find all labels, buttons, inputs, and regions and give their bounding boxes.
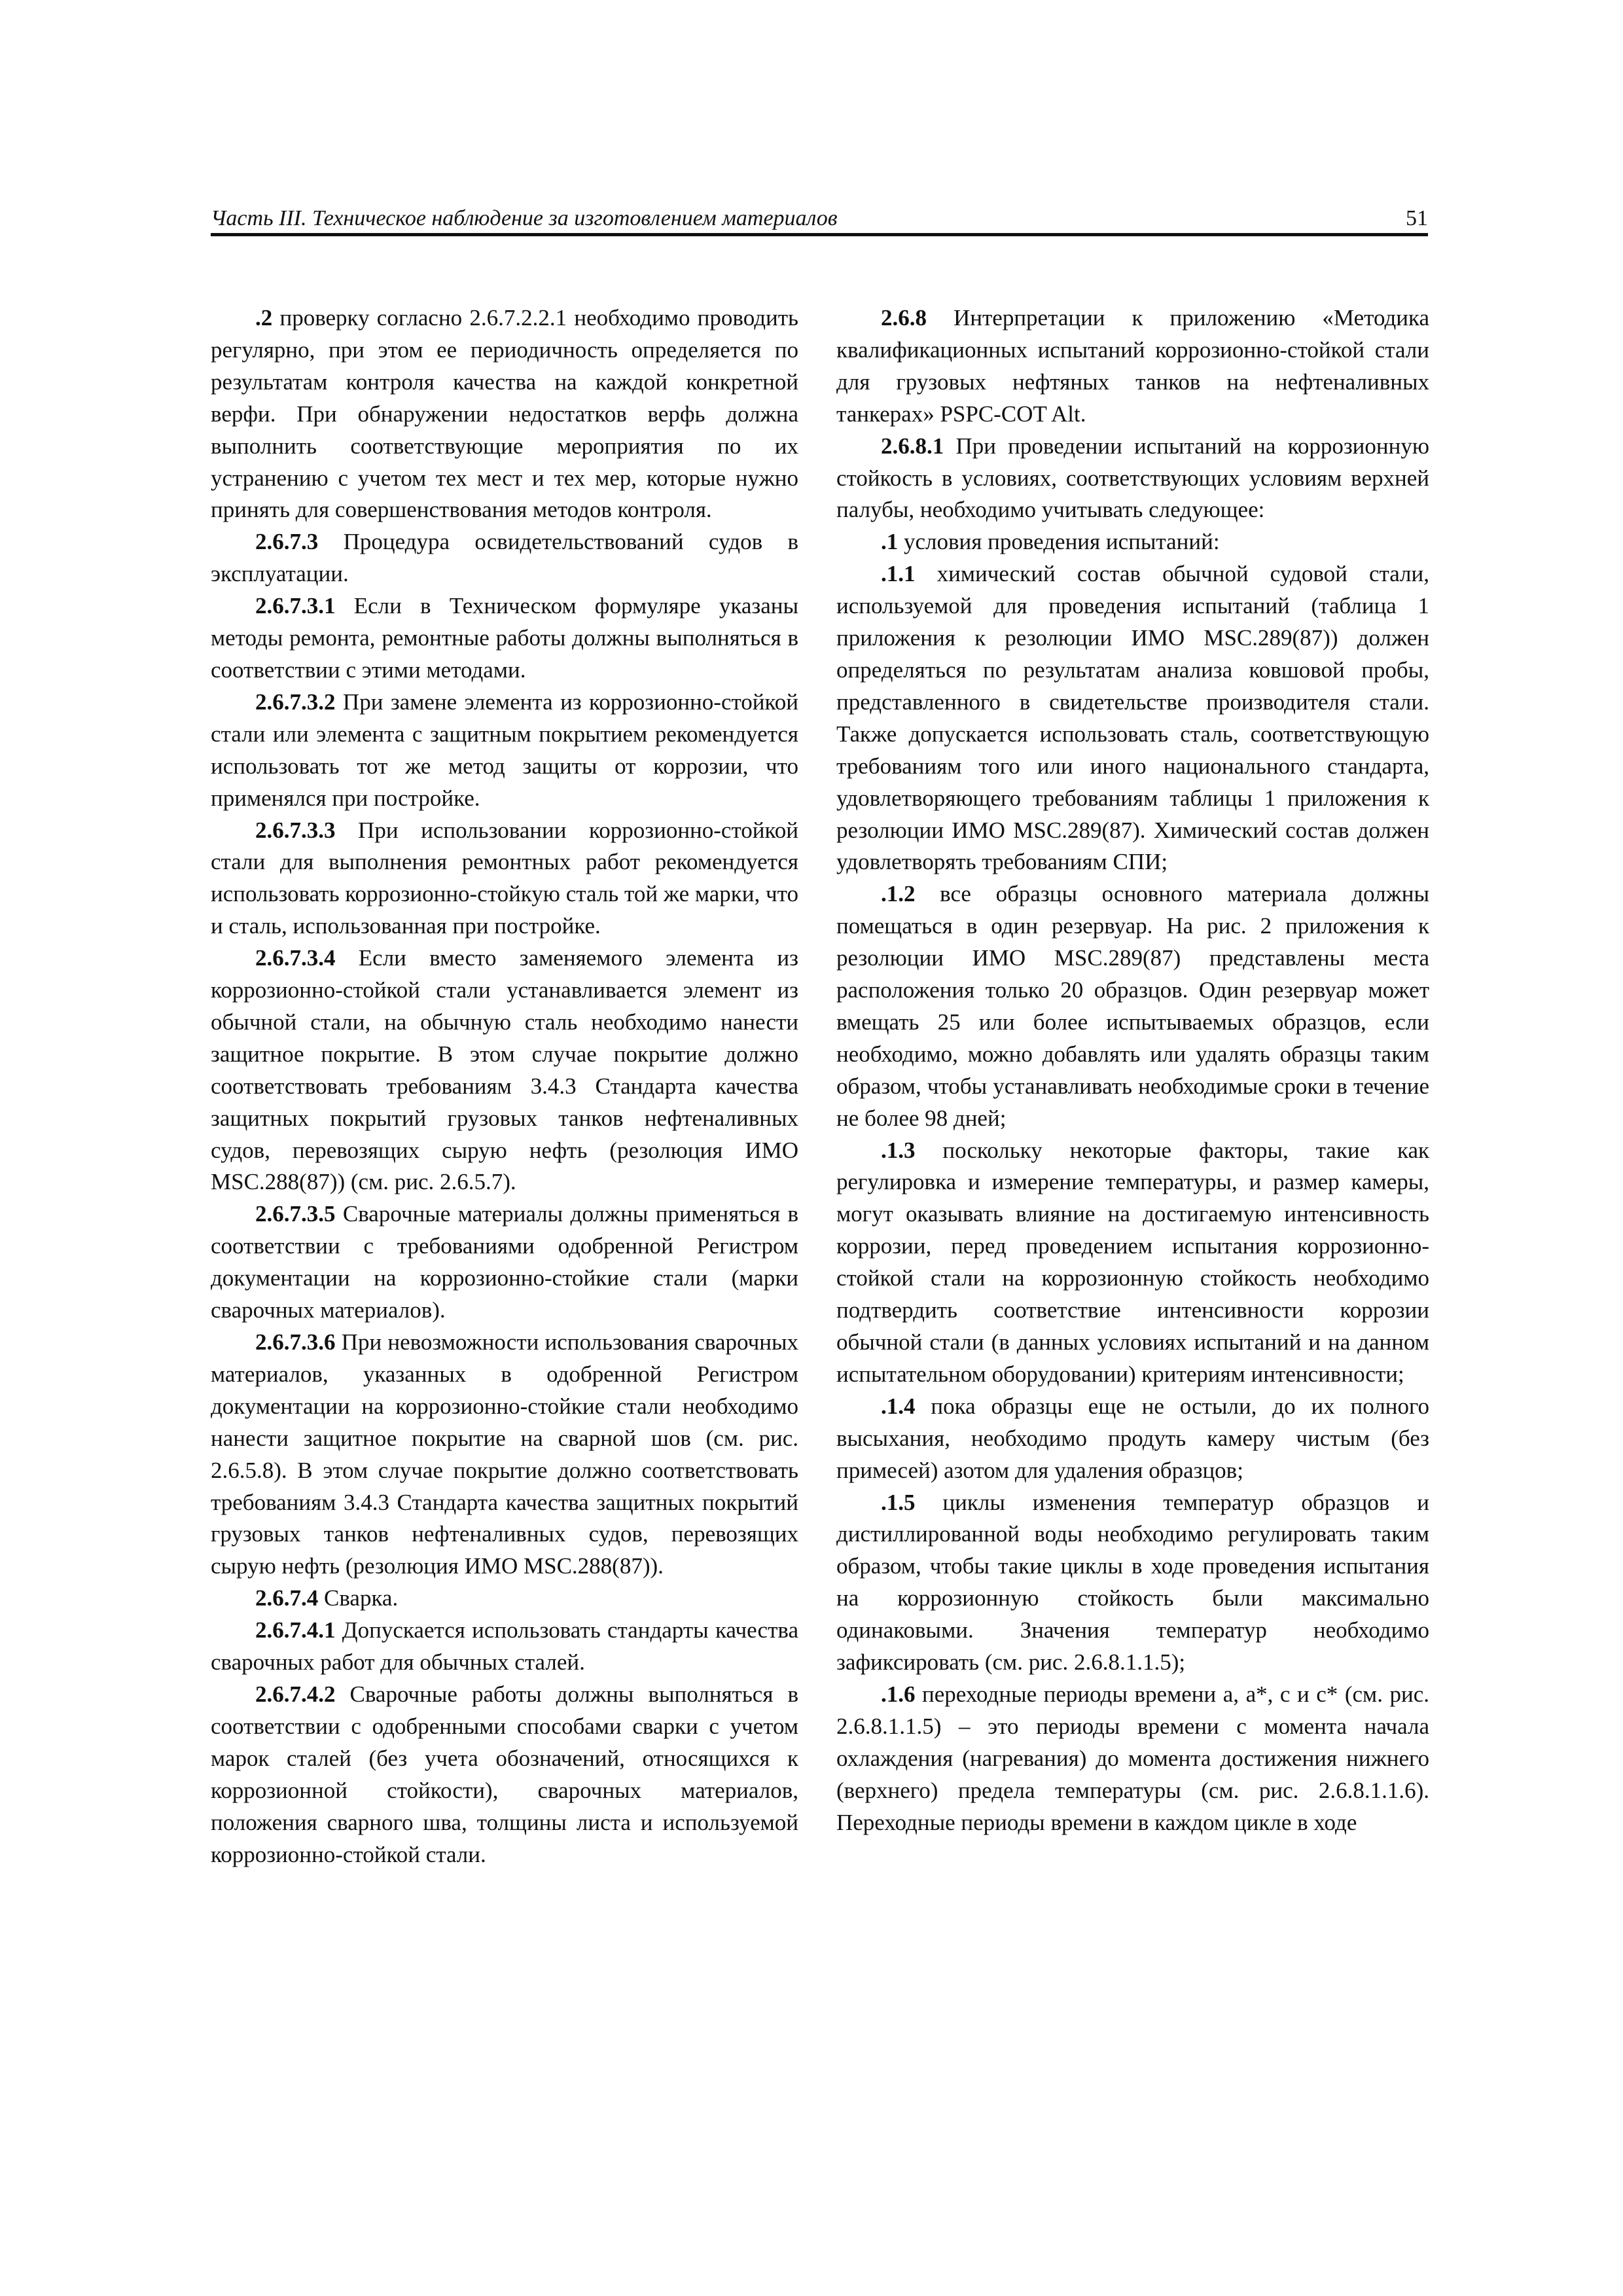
paragraph-text: Если вместо заменяемого элемента из коррозионно-стойкой стали устанавливается элемент из обычной стали, на обычную сталь необходимо нанести защитное покрытие. В этом случае покрытие должно соответствовать требованиям 3.4.3 Стандарта качества защитных покрытий грузовых танков нефтеналивных судов, перевозящих сырую нефть (резолюция ИМО MSC.288(87)) (см. рис. 2.6.5.7).: [211, 945, 798, 1195]
paragraph: [836, 1391, 1429, 1487]
paragraph-text: При использовании коррозионно-стойкой стали для выполнения ремонтных работ рекомендуется использовать коррозионно-стойкую сталь той же марки, что и сталь, использованная при постройке.: [211, 817, 798, 939]
paragraph-text: переходные периоды времени a, a*, c и c* (см. рис. 2.6.8.1.1.5) – это периоды времени с момента начала охлаждения (нагревания) до момента достижения нижнего (верхнего) предела температуры (см. рис. 2.6.8.1.1.6). Переходные периоды времени в каждом цикле в ходе: [836, 1681, 1429, 1835]
clause-number: 2.6.7.3.5: [255, 1201, 336, 1227]
clause-number: 2.6.7.3: [255, 529, 319, 555]
paragraph: [836, 558, 1429, 878]
paragraph: [211, 302, 798, 526]
paragraph: [836, 431, 1429, 527]
clause-number: 2.6.7.4: [255, 1585, 319, 1611]
paragraph: [836, 302, 1429, 431]
clause-number: .1.5: [881, 1489, 916, 1515]
paragraph: [211, 815, 798, 943]
running-header: [211, 200, 1428, 236]
page-number: 51: [1406, 206, 1428, 230]
paragraph: [836, 878, 1429, 1134]
paragraph: [211, 590, 798, 687]
header-rule: [211, 233, 1428, 236]
paragraph: [211, 1583, 798, 1615]
clause-number: 2.6.7.3.6: [255, 1329, 336, 1355]
clause-number: .1.1: [881, 561, 916, 587]
paragraph-text: условия проведения испытаний:: [898, 529, 1220, 555]
paragraph-text: Сварочные работы должны выполняться в соответствии с одобренными способами сварки с учетом марок сталей (без учета обозначений, относящихся к коррозионной стойкости), сварочных материалов, положения сварного шва, толщины листа и используемой коррозионно-стойкой стали.: [211, 1681, 798, 1867]
clause-number: 2.6.7.4.1: [255, 1617, 336, 1643]
clause-number: 2.6.7.3.3: [255, 817, 336, 843]
clause-number: 2.6.7.3.4: [255, 945, 336, 971]
paragraph-text: пока образцы еще не остыли, до их полного высыхания, необходимо продуть камеру чистым (без примесей) азотом для удаления образцов;: [836, 1393, 1429, 1483]
clause-number: 2.6.7.3.1: [255, 593, 336, 619]
paragraph: [211, 1615, 798, 1679]
clause-number: 2.6.8: [881, 305, 927, 331]
paragraph-text: При замене элемента из коррозионно-стойкой стали или элемента с защитным покрытием рекомендуется использовать тот же метод защиты от коррозии, что применялся при постройке.: [211, 689, 798, 811]
paragraph-text: При невозможности использования сварочных материалов, указанных в одобренной Регистром документации на коррозионно-стойкие стали необходимо нанести защитное покрытие на сварной шов (см. рис. 2.6.5.8). В этом случае покрытие должно соответствовать требованиям 3.4.3 Стандарта качества защитных покрытий грузовых танков нефтеналивных судов, перевозящих сырую нефть (резолюция ИМО MSC.288(87)).: [211, 1329, 798, 1579]
paragraph-text: При проведении испытаний на коррозионную стойкость в условиях, соответствующих условиям верхней палубы, необходимо учитывать следующее:: [836, 433, 1429, 523]
paragraph-text: Допускается использовать стандарты качества сварочных работ для обычных сталей.: [211, 1617, 798, 1676]
clause-number: .2: [255, 305, 273, 331]
paragraph-text: Сварочные материалы должны применяться в соответствии с требованиями одобренной Регистром документации на коррозионно-стойкие стали (марки сварочных материалов).: [211, 1201, 798, 1323]
paragraph: [836, 1679, 1429, 1839]
paragraph: [836, 526, 1429, 558]
paragraph-text: химический состав обычной судовой стали, используемой для проведения испытаний (таблица 1 приложения к резолюции ИМО MSC.289(87)) должен определяться по результатам анализа ковшовой пробы, представленного в свидетельстве производителя стали. Также допускается использовать сталь, соответствующую требованиям того или иного национального стандарта, удовлетворяющего требованиям таблицы 1 приложения к резолюции ИМО MSC.289(87). Химический состав должен удовлетворять требованиям СПИ;: [836, 561, 1429, 875]
paragraph-text: все образцы основного материала должны помещаться в один резервуар. На рис. 2 приложения к резолюции ИМО MSC.289(87) представлены места расположения только 20 образцов. Один резервуар может вмещать 25 или более испытываемых образцов, если необходимо, можно добавлять или удалять образцы таким образом, чтобы устанавливать необходимые сроки в течение не более 98 дней;: [836, 881, 1429, 1131]
paragraph: [211, 526, 798, 590]
paragraph-text: проверку согласно 2.6.7.2.2.1 необходимо проводить регулярно, при этом ее периодичность определяется по результатам контроля качества на каждой конкретной верфи. При обнаружении недостатков верфь должна выполнить соответствующие мероприятия по их устранению с учетом тех мест и тех мер, которые нужно принять для совершенствования методов контроля.: [211, 305, 798, 523]
paragraph: [211, 1679, 798, 1871]
left-column: [211, 302, 798, 1871]
paragraph-text: поскольку некоторые факторы, такие как регулировка и измерение температуры, и размер камеры, могут оказывать влияние на достигаемую интенсивность коррозии, перед проведением испытания коррозионно-стойкой стали на коррозионную стойкость необходимо подтвердить соответствие интенсивности коррозии обычной стали (в данных условиях испытаний и на данном испытательном оборудовании) критериям интенсивности;: [836, 1137, 1429, 1387]
paragraph-text: Интерпретации к приложению «Методика квалификационных испытаний коррозионно-стойкой стали для грузовых нефтяных танков на нефтеналивных танкерах» PSPC-COT Alt.: [836, 305, 1429, 427]
paragraph-text: Процедура освидетельствований судов в эксплуатации.: [211, 529, 798, 587]
clause-number: .1.6: [881, 1681, 916, 1707]
clause-number: 2.6.7.4.2: [255, 1681, 336, 1707]
clause-number: 2.6.8.1: [881, 433, 944, 459]
header-title: Часть III. Техническое наблюдение за изготовлением материалов: [211, 206, 838, 230]
paragraph: [211, 1327, 798, 1583]
paragraph: [211, 687, 798, 815]
clause-number: .1.2: [881, 881, 916, 907]
clause-number: .1.4: [881, 1393, 916, 1419]
right-column: [836, 302, 1429, 1839]
paragraph: [211, 1198, 798, 1327]
paragraph: [211, 942, 798, 1198]
clause-number: 2.6.7.3.2: [255, 689, 336, 715]
paragraph: [836, 1487, 1429, 1679]
clause-number: .1: [881, 529, 899, 555]
clause-number: .1.3: [881, 1137, 916, 1163]
paragraph-text: Если в Техническом формуляре указаны методы ремонта, ремонтные работы должны выполняться в соответствии с этими методами.: [211, 593, 798, 683]
paragraph-text: циклы изменения температур образцов и дистиллированной воды необходимо регулировать таким образом, чтобы такие циклы в ходе проведения испытания на коррозионную стойкость были максимально одинаковыми. Значения температур необходимо зафиксировать (см. рис. 2.6.8.1.1.5);: [836, 1489, 1429, 1676]
paragraph-text: Сварка.: [318, 1585, 399, 1611]
paragraph: [836, 1135, 1429, 1391]
